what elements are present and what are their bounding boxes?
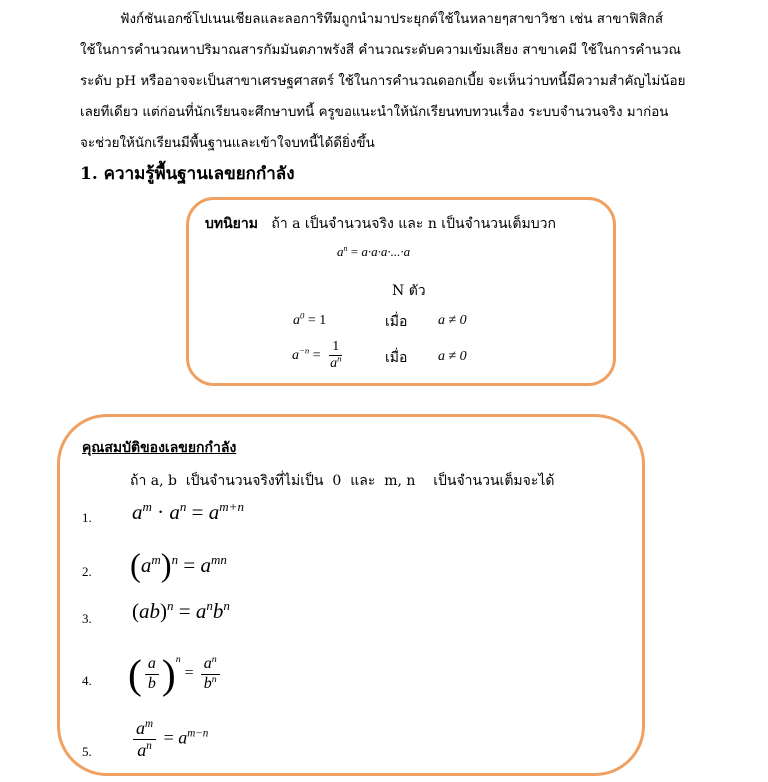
negative-exponent-formula: $a^{-n}$ = $\frac{1}{a^n}$ [292, 339, 342, 372]
definition-text: ถ้า a เป็นจำนวนจริง และ n เป็นจำนวนเต็มบวก [271, 216, 556, 232]
properties-title: คุณสมบัติของเลขยกกำลัง [82, 440, 237, 456]
definition-formula: $a^n = a\cdot a\cdot a\cdot...\cdot a$ [337, 244, 411, 259]
intro-line: จะช่วยให้นักเรียนมีพื้นฐานและเข้าใจบทนี้ได้ดียิ่งขึ้น [80, 136, 375, 151]
properties-condition: ถ้า a, b เป็นจำนวนจริงที่ไม่เป็น 0 และ m, n เป็นจำนวนเต็มจะได้ [130, 473, 555, 489]
zero-exponent-formula: $a^0 = 1$ [293, 310, 327, 328]
property-number: 2. [82, 564, 92, 579]
negative-exponent-condition: a ≠ 0 [438, 349, 467, 364]
zero-exponent-condition: a ≠ 0 [438, 313, 467, 328]
zero-exponent-when: เมื่อ [385, 314, 408, 330]
property-number: 5. [82, 744, 92, 759]
intro-line: ใช้ในการคำนวณหาปริมาณสารกัมมันตภาพรังสี คำนวณระดับความเข้มเสียง สาขาเคมี ใช้ในการคำนวณ [80, 43, 681, 58]
negative-exponent-when: เมื่อ [385, 350, 408, 366]
property-number: 3. [82, 611, 92, 626]
property-quotient-rule: $\frac{a^m}{a^n}$ = $a^{m-n}$ [130, 718, 208, 760]
definition-count-note: N ตัว [392, 283, 426, 299]
intro-line: เลยทีเดียว แต่ก่อนที่นักเรียนจะศึกษาบทนี้ ครูขอแนะนำให้นักเรียนทบทวนเรื่อง ระบบจำนวนจริง มาก่อน [80, 105, 669, 120]
definition-statement [205, 213, 556, 235]
intro-line: ฟังก์ชันเอกซ์โปเนนเชียลและลอการิทึมถูกนำมาประยุกต์ใช้ในหลายๆสาขาวิชา เช่น สาขาฟิสิกส์ [120, 12, 664, 27]
property-number: 4. [82, 673, 92, 688]
definition-label: บทนิยาม [205, 216, 258, 232]
section-heading: 1. ความรู้พื้นฐานเลขยกกำลัง [80, 164, 295, 184]
property-power-rule: $(a^m)^n = a^{mn}$ [130, 548, 227, 584]
definition-product: a·a·a·...·a [361, 244, 411, 259]
property-product-power-rule: $(ab)^n = a^nb^n$ [132, 597, 230, 623]
intro-line: ระดับ pH หรืออาจจะเป็นสาขาเศรษฐศาสตร์ ใช้ในการคำนวณดอกเบี้ย จะเห็นว่าบทนี้มีความสำคัญไม่น้อย [80, 74, 686, 89]
property-number: 1. [82, 510, 92, 525]
intro-paragraph [80, 4, 688, 159]
property-quotient-power-rule: ( $\frac{a}{b}$ )$^n$ = $\frac{a^n}{b^n}$ [128, 650, 223, 698]
property-product-rule: $a^m \cdot a^n = a^{m+n}$ [132, 498, 244, 524]
